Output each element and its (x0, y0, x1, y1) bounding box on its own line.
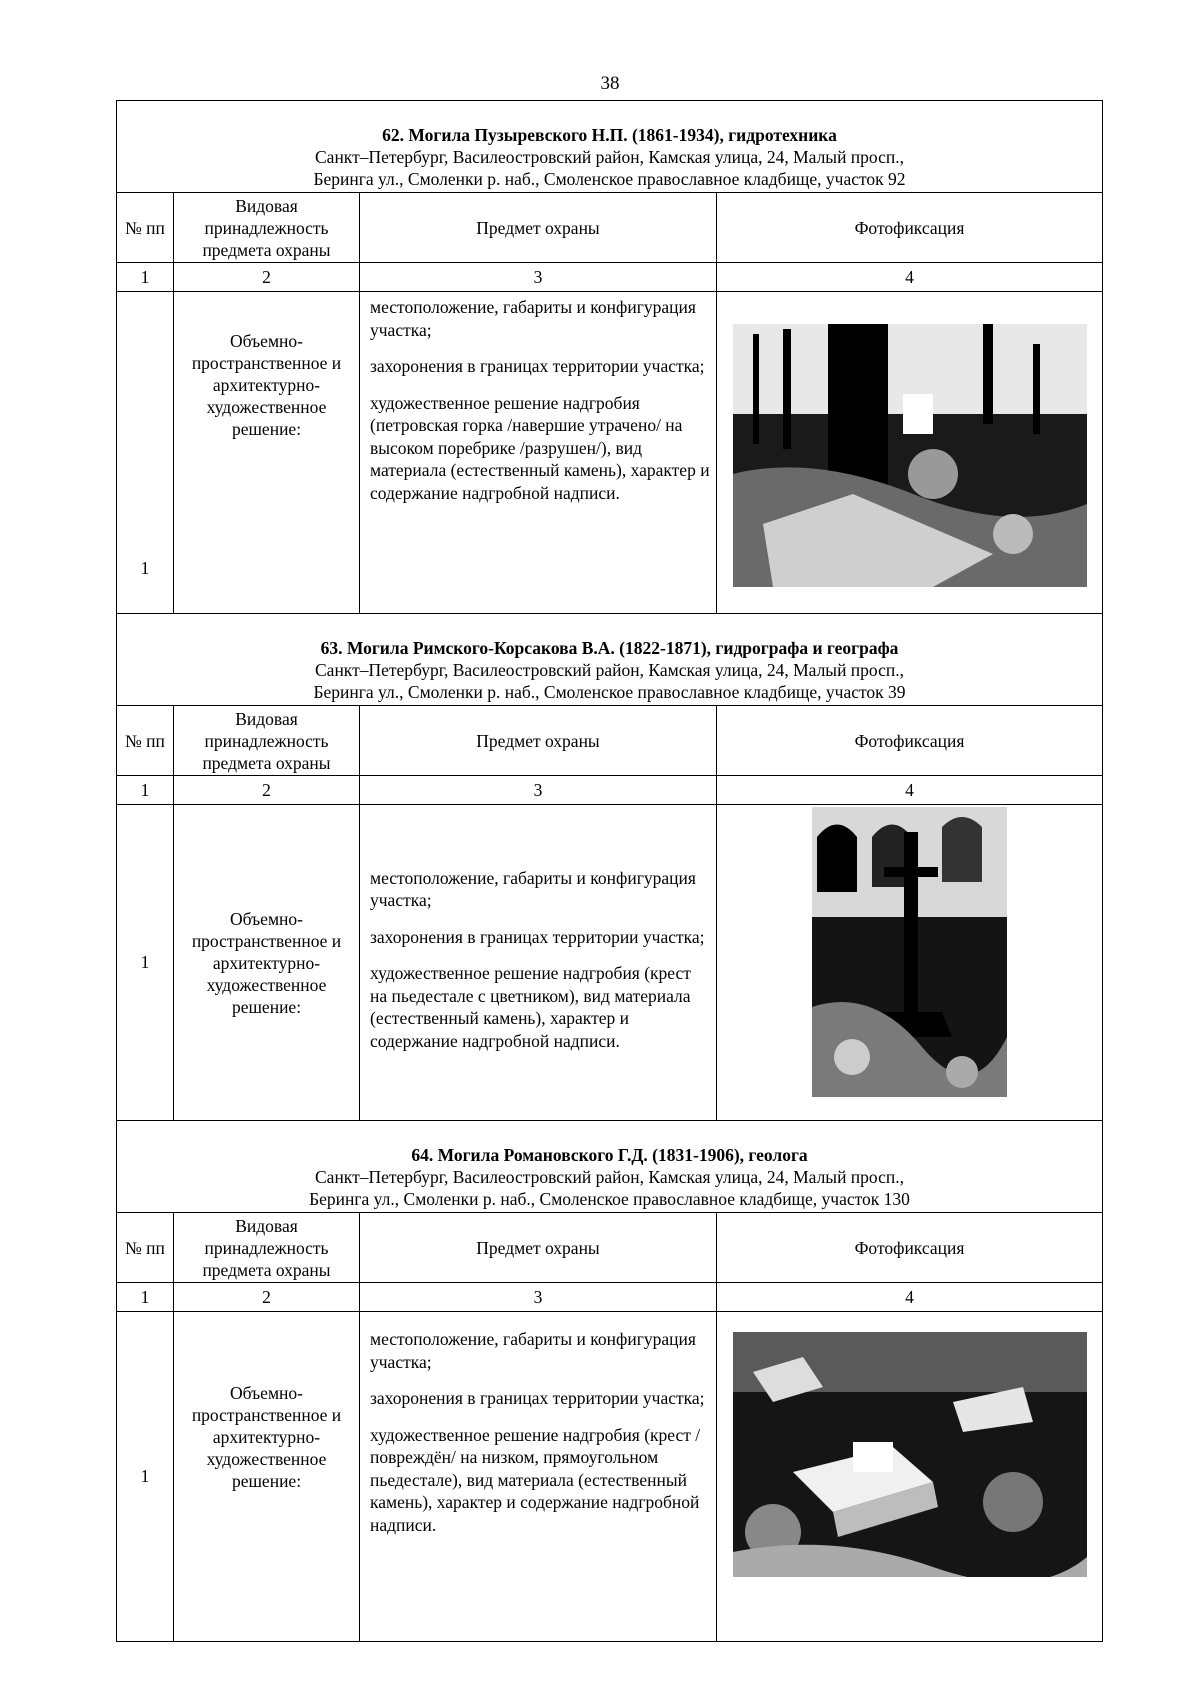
column-number-row (117, 776, 1103, 805)
header-kind: Видовая принадлежность предмета охраны (174, 706, 360, 776)
grave-photo-icon (733, 324, 1087, 587)
header-num: № пп (117, 1213, 174, 1283)
column-number: 1 (117, 263, 174, 292)
column-number: 2 (174, 263, 360, 292)
subject-item: художественное решение надгробия (петровская горка /навершие утрачено/ на высоком поребрике /разрушен/), вид материала (естественный камень), характер и содержание надгробной надписи. (370, 392, 710, 503)
grave-photo-icon (733, 1332, 1087, 1577)
header-num: № пп (117, 193, 174, 263)
column-number-row (117, 263, 1103, 292)
column-number: 1 (117, 776, 174, 805)
column-header-row (117, 706, 1103, 776)
entry-address-line1: Санкт–Петербург, Василеостровский район, Камская улица, 24, Малый просп., (315, 659, 904, 680)
header-subject: Предмет охраны (360, 1213, 717, 1283)
entry-address-line2: Беринга ул., Смоленки р. наб., Смоленское православное кладбище, участок 130 (309, 1188, 910, 1209)
entry-heading-row (117, 1121, 1103, 1213)
subject-cell (360, 1312, 717, 1642)
header-photo: Фотофиксация (717, 706, 1103, 776)
entry-title: 63. Могила Римского-Корсакова В.А. (1822-1871), гидрографа и географа (320, 637, 899, 658)
row-number: 1 (117, 805, 174, 1121)
column-number: 2 (174, 776, 360, 805)
subject-item: местоположение, габариты и конфигурация участка; (370, 1329, 696, 1372)
protection-table (116, 100, 1103, 1642)
kind-cell: Объемно-пространственное и архитектурно-художественное решение: (174, 1312, 360, 1642)
header-subject: Предмет охраны (360, 706, 717, 776)
header-kind: Видовая принадлежность предмета охраны (174, 193, 360, 263)
subject-item: захоронения в границах территории участка; (370, 356, 705, 376)
table-row (117, 805, 1103, 1121)
header-num: № пп (117, 706, 174, 776)
entry-heading (117, 1121, 1103, 1213)
column-header-row (117, 193, 1103, 263)
entry-address-line2: Беринга ул., Смоленки р. наб., Смоленское православное кладбище, участок 92 (313, 168, 906, 189)
table-row (117, 292, 1103, 614)
column-number-row (117, 1283, 1103, 1312)
header-kind: Видовая принадлежность предмета охраны (174, 1213, 360, 1283)
column-number: 3 (360, 263, 717, 292)
column-number: 4 (717, 776, 1103, 805)
column-header-row (117, 1213, 1103, 1283)
subject-cell (360, 805, 717, 1121)
column-number: 4 (717, 263, 1103, 292)
entry-heading-row (117, 614, 1103, 706)
entry-heading-row (117, 101, 1103, 193)
header-subject: Предмет охраны (360, 193, 717, 263)
subject-item: захоронения в границах территории участка; (370, 926, 705, 947)
kind-cell: Объемно-пространственное и архитектурно-художественное решение: (174, 292, 360, 614)
header-photo: Фотофиксация (717, 193, 1103, 263)
entry-title: 64. Могила Романовского Г.Д. (1831-1906), геолога (411, 1144, 808, 1165)
column-number: 2 (174, 1283, 360, 1312)
page-number: 38 (600, 73, 620, 94)
subject-item: местоположение, габариты и конфигурация участка; (370, 297, 696, 340)
photo-cell (717, 292, 1103, 614)
subject-item: художественное решение надгробия (крест /повреждён/ на низком, прямоугольном пьедестале), вид материала (естественный камень), характер и содержание надгробной надписи. (370, 1424, 701, 1535)
row-number: 1 (117, 1312, 174, 1642)
column-number: 3 (360, 1283, 717, 1312)
header-photo: Фотофиксация (717, 1213, 1103, 1283)
subject-cell (360, 292, 717, 614)
column-number: 1 (117, 1283, 174, 1312)
table-row (117, 1312, 1103, 1642)
subject-item: захоронения в границах территории участка; (370, 1388, 705, 1408)
subject-item: художественное решение надгробия (крест на пьедестале с цветником), вид материала (естественный камень), характер и содержание надгробной надписи. (370, 963, 691, 1051)
column-number: 4 (717, 1283, 1103, 1312)
column-number: 3 (360, 776, 717, 805)
subject-item: местоположение, габариты и конфигурация участка; (370, 867, 696, 911)
row-number: 1 (117, 292, 174, 614)
kind-cell: Объемно-пространственное и архитектурно-художественное решение: (174, 805, 360, 1121)
entry-address-line2: Беринга ул., Смоленки р. наб., Смоленское православное кладбище, участок 39 (313, 681, 906, 702)
entry-title: 62. Могила Пузыревского Н.П. (1861-1934), гидротехника (382, 124, 837, 145)
entry-heading (117, 101, 1103, 193)
photo-cell (717, 1312, 1103, 1642)
entry-address-line1: Санкт–Петербург, Василеостровский район, Камская улица, 24, Малый просп., (315, 146, 904, 167)
grave-photo-icon (812, 807, 1007, 1097)
entry-heading (117, 614, 1103, 706)
entry-address-line1: Санкт–Петербург, Василеостровский район, Камская улица, 24, Малый просп., (315, 1166, 904, 1187)
photo-cell (717, 805, 1103, 1121)
